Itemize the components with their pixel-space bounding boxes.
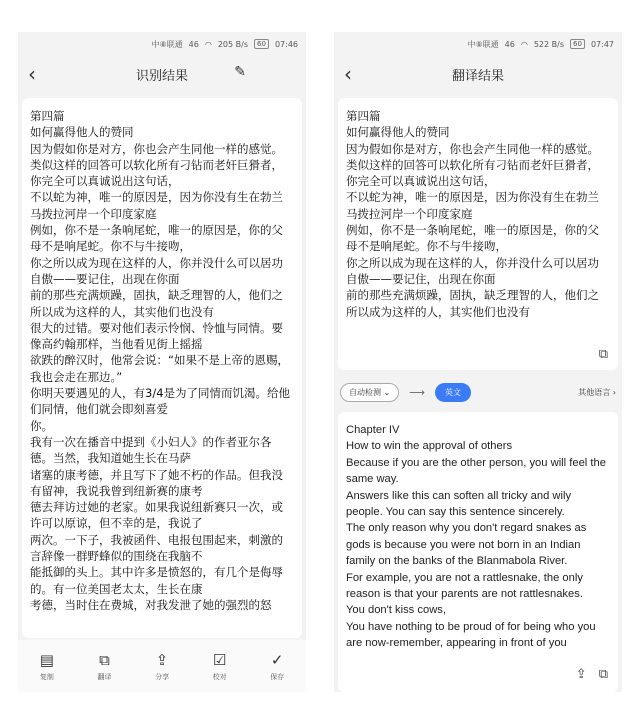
translate-button[interactable] (98, 651, 112, 682)
share-icon[interactable]: ⇪ (575, 667, 587, 682)
language-bar (334, 377, 622, 407)
proofread-icon: ☑ (212, 650, 227, 669)
copy-icon[interactable]: ⧉ (598, 347, 608, 362)
proofread-button[interactable] (213, 651, 227, 682)
copy-label: 复制 (39, 672, 54, 681)
source-language-select[interactable] (340, 383, 399, 402)
edit-pencil-icon[interactable]: ✎ (234, 64, 246, 80)
status-bar (334, 32, 622, 56)
arrow-right-icon: ⟶ (409, 385, 426, 399)
status-bar (18, 32, 306, 56)
copy-button[interactable] (40, 651, 54, 682)
other-languages-label: 其他语言 (578, 387, 611, 397)
save-label: 保存 (270, 672, 285, 681)
header (18, 56, 306, 92)
wifi-icon: ◠ (204, 39, 212, 49)
share-button[interactable] (155, 651, 169, 682)
net-speed: 522 B/s (533, 39, 565, 49)
clock: 07:46 (274, 39, 298, 49)
share-label: 分享 (155, 672, 170, 681)
translate-label: 翻译 (97, 672, 112, 681)
back-arrow-icon[interactable]: ‹ (28, 62, 36, 86)
page-title: 识别结果 (135, 68, 188, 84)
source-language-label: 自动检测 (349, 387, 381, 397)
copy-icon[interactable]: ⧉ (598, 667, 608, 682)
recognized-text[interactable]: 第四篇 如何赢得他人的赞同 因为假如你是对方，你也会产生同他一样的感觉。 类似这样的回答可以软化所有刁钻而老奸巨猾者，你完全可以真诚说出这句话， 不以蛇为神，唯一的原因是，因为你没有生在勃兰马拨拉河岸一个印度家庭 例如，你不是一条响尾蛇，唯一的原因是，你的父母不是响尾蛇。你不与牛接吻， 你之所以成为现在这样的人，你并没什么可以居功自傲——要记住，出现在你面 前的那些充满烦躁，固执，缺乏理智的人，他们之所以成为这样的人，其实他们也没有 很大的过错。要对他们表示怜悯、怜恤与同情。要像高约翰那样，当他看见街上摇摇 欲跌的醉汉时，他常会说：“如果不是上帝的恩赐，我也会走在那边。” 你明天要遇见的人，有3/4是为了同情而饥渴。给他们同情，他们就会即刻喜爱 你。 我有一次在播音中提到《小妇人》的作者亚尔各德。当然，我知道她生长在马萨 诸塞的康考德，并且写下了她不朽的作品。但我没有留神，我说我曾到纽新赛的康考 德去拜访过她的老家。如果我说纽新赛只一次，或许可以原谅，但不幸的是，我说了 两次。一下子，我被函件、电报包围起来，刺激的言辞像一群野蜂似的围绕在我脑不 能抵御的头上。其中许多是愤怒的，有几个是侮辱的。有一位美国老太太，生长在康 考德，当时住在费城，对我发泄了她的强烈的怒 (30, 109, 291, 612)
translation-card (338, 412, 618, 692)
back-arrow-icon[interactable]: ‹ (344, 62, 352, 86)
chevron-down-icon: ⌄ (383, 387, 391, 397)
source-text[interactable]: 第四篇 如何赢得他人的赞同 因为假如你是对方，你也会产生同他一样的感觉。 类似这样的回答可以软化所有刁钻而老奸巨猾者，你完全可以真诚说出这句话， 不以蛇为神，唯一的原因是，因为你没有生在勃兰马拨拉河岸一个印度家庭 例如，你不是一条响尾蛇，唯一的原因是，你的父母不是响尾蛇。你不与牛接吻， 你之所以成为现在这样的人，你并没什么可以居功自傲——要记住，出现在你面 前的那些充满烦躁，固执，缺乏理智的人，他们之所以成为这样的人，其实他们也没有 (346, 109, 599, 319)
bottom-toolbar (18, 640, 306, 692)
translation-screen (334, 32, 622, 692)
battery-icon: 60 (254, 39, 269, 49)
chevron-right-icon: › (612, 387, 616, 397)
header (334, 56, 622, 92)
translation-text[interactable]: Chapter IV How to win the approval of others Because if you are the other person, you will feel the same way. Answers like this can soften all tricky and wily people. You can say this sentence sincerely. The only reason why you don't regard snakes as gods is because you were not born in an Indian family on the banks of the Blanmabola River. For example, you are not a rattlesnake, the only reason is that your parents are not rattlesnakes. You don't kiss cows, You have nothing to be proud of for being who you are now-remember, appearing in front of you (346, 424, 606, 650)
carrier-text: 中⑧联通 (467, 39, 499, 49)
share-icon: ⇪ (155, 650, 169, 669)
proofread-label: 校对 (212, 672, 227, 681)
source-text-card (338, 98, 618, 370)
signal-text: 46 (504, 39, 515, 49)
other-languages-link[interactable] (578, 387, 616, 398)
clock: 07:47 (590, 39, 614, 49)
target-language-button[interactable]: 英文 (435, 383, 471, 402)
recognition-screen (18, 32, 306, 692)
wifi-icon: ◠ (520, 39, 528, 49)
save-button[interactable] (270, 651, 284, 682)
page-title: 翻译结果 (451, 68, 504, 84)
copy-icon: ▤ (39, 650, 54, 669)
signal-text: 46 (188, 39, 199, 49)
translation-actions (576, 667, 608, 682)
net-speed: 205 B/s (217, 39, 249, 49)
translate-icon: ⧉ (99, 650, 110, 669)
battery-icon: 60 (570, 39, 585, 49)
carrier-text: 中⑧联通 (151, 39, 183, 49)
recognized-text-card (22, 98, 302, 638)
save-check-icon: ✓ (270, 650, 284, 669)
